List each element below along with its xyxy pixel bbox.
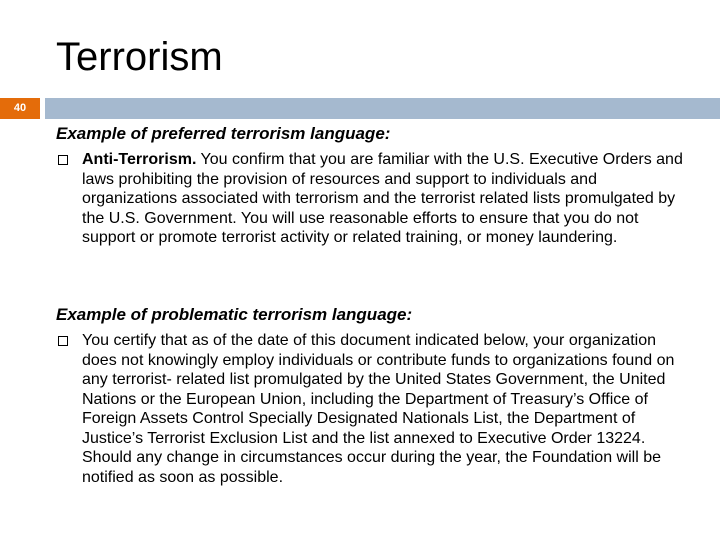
list-item: [56, 331, 686, 487]
square-bullet-icon: [58, 155, 68, 165]
page-title: Terrorism: [56, 35, 223, 79]
bullet-lead: Anti-Terrorism.: [82, 151, 197, 168]
title-divider-bar: [45, 98, 720, 119]
slide-number: 40: [0, 98, 40, 119]
section-heading: Example of problematic terrorism language:: [56, 305, 413, 324]
bullet-body: You confirm that you are familiar with the U.S. Executive Orders and laws prohibiting the provision of resources and support to individuals and organizations associated with terrorism and the terrorist related lists promulgated by the U.S. Government. You will use reasonable efforts to ensure that you do not support or promote terrorist activity or related training, or money laundering.: [82, 151, 683, 246]
bullet-text: You certify that as of the date of this document indicated below, your organization does not knowingly employ individuals or contribute funds to organizations found on any terrorist- related list promulgated by the United States Government, the United Nations or the European Union, including the Department of Treasury’s Office of Foreign Assets Control Specially Designated Nationals List, the Department of Justice’s Terrorist Exclusion List and the list annexed to Executive Order 13224. Should any change in circumstances occur during the year, the Foundation will be notified as soon as possible.: [82, 332, 675, 486]
square-bullet-icon: [58, 336, 68, 346]
list-item: [56, 150, 686, 248]
section-heading: Example of preferred terrorism language:: [56, 124, 391, 143]
problematic-language-section: [56, 305, 686, 487]
preferred-language-section: [56, 124, 686, 248]
bullet-text: [82, 150, 686, 248]
